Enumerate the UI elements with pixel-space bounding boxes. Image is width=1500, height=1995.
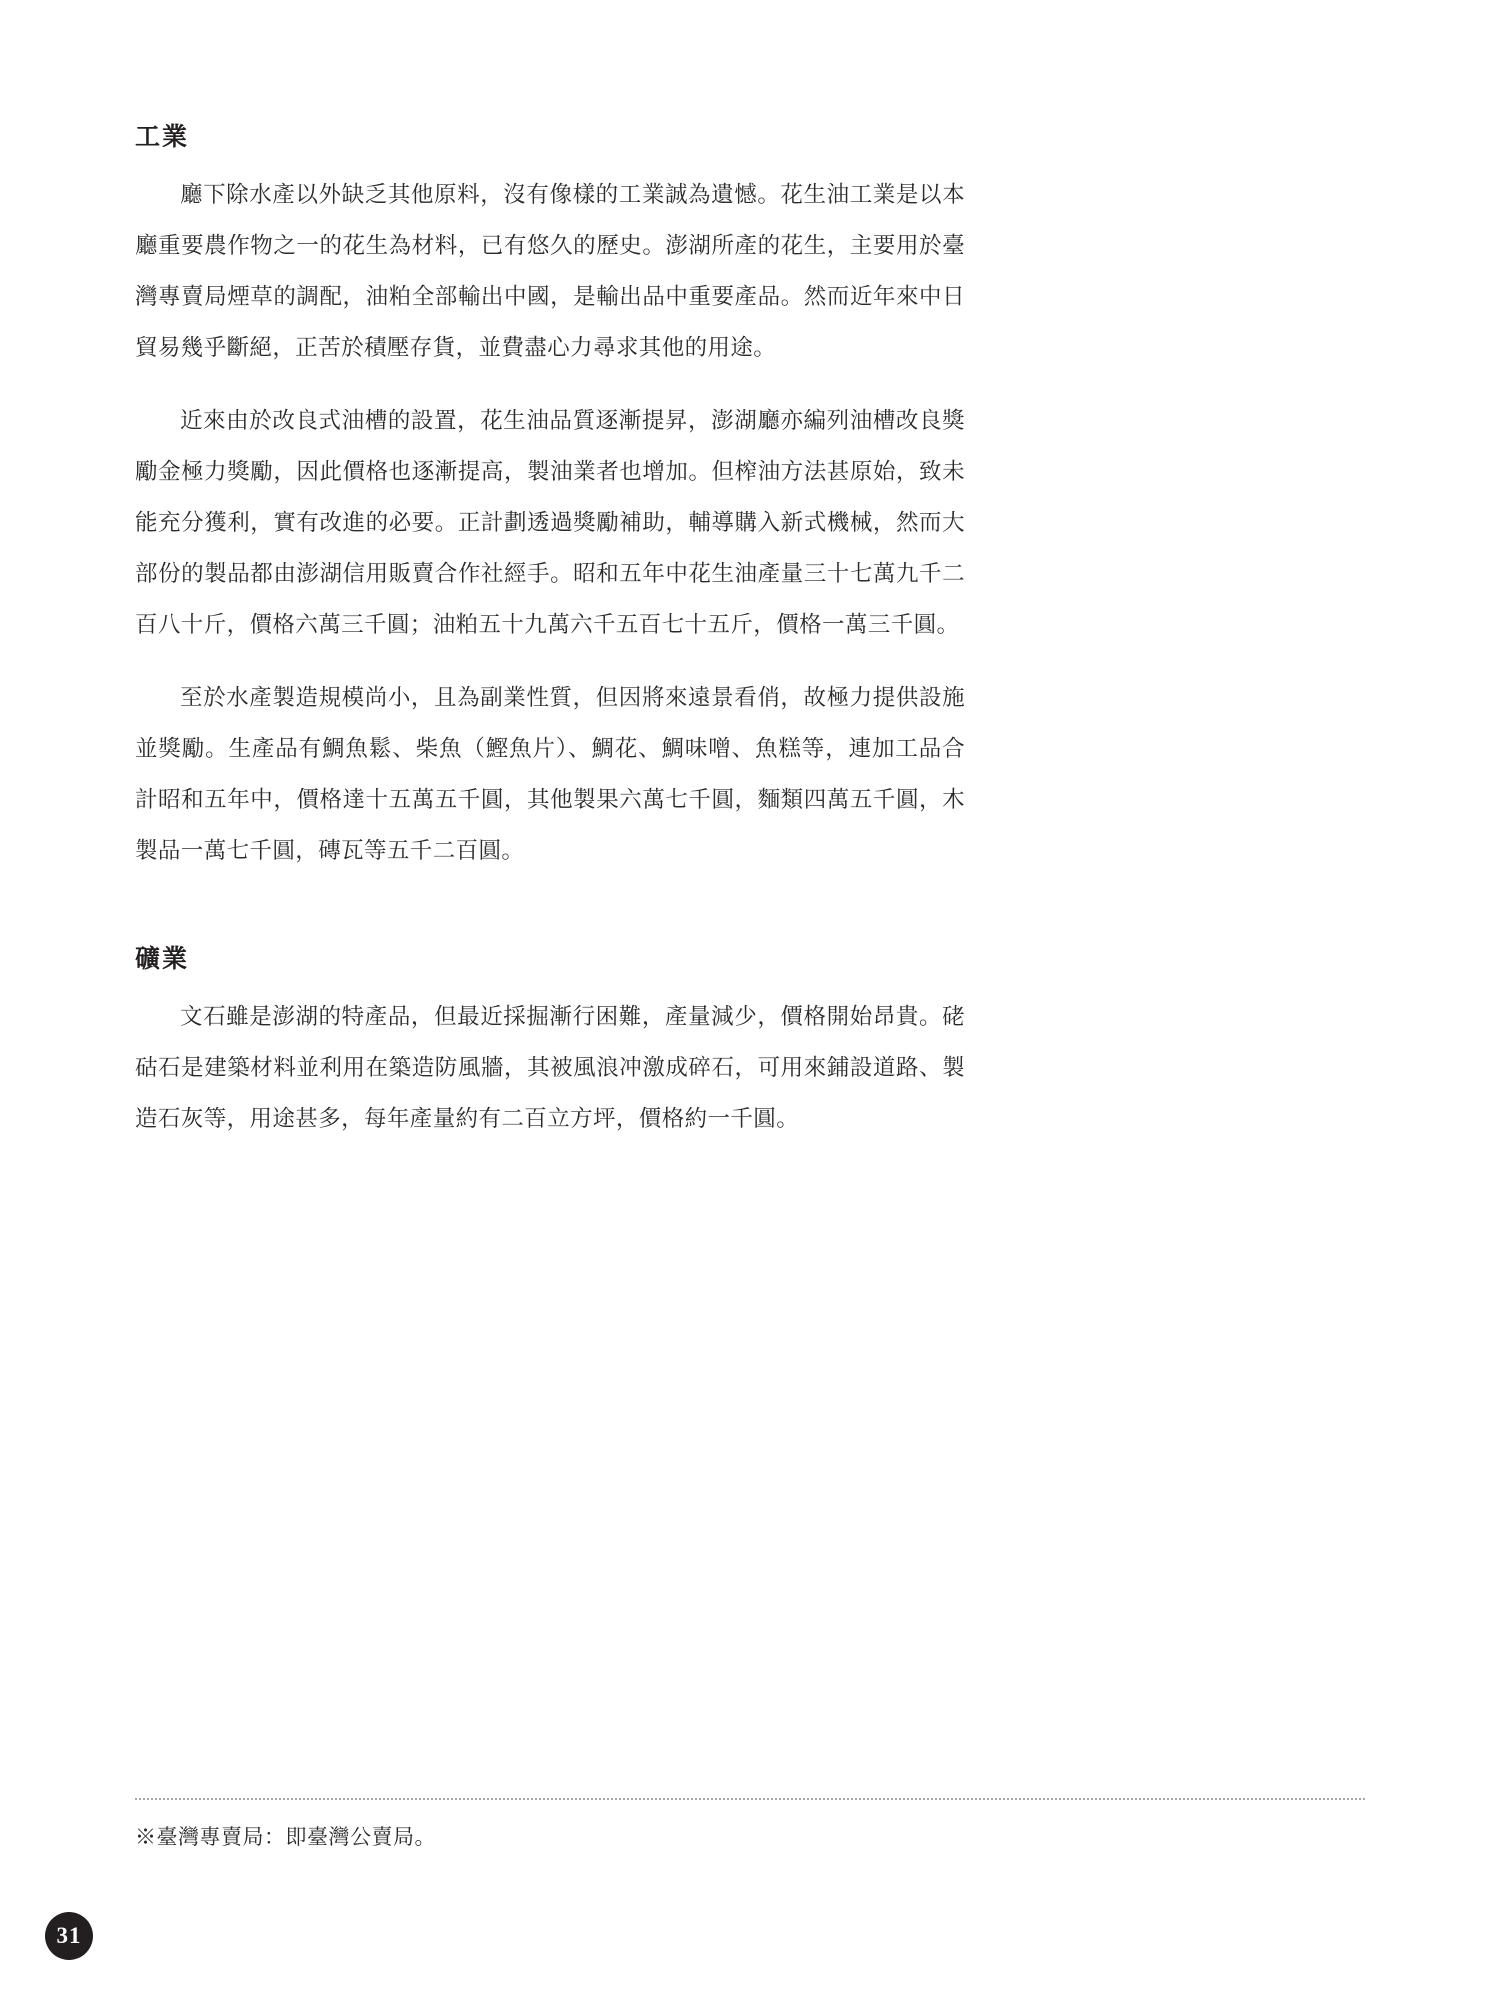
footnote-divider: [135, 1798, 1365, 1800]
paragraph: 文石雖是澎湖的特產品，但最近採掘漸行困難，產量減少，價格開始昂貴。硓𥑮石是建築材料並利用在築造防風牆，其被風浪冲激成碎石，可用來鋪設道路、製造石灰等，用途甚多，每年產量約有二百立方坪，價格約一千圓。: [135, 1004, 965, 1131]
footnote-text: ※臺灣專賣局：即臺灣公賣局。: [135, 1826, 436, 1849]
paragraph: 廳下除水產以外缺乏其他原料，沒有像樣的工業誠為遺憾。花生油工業是以本廳重要農作物之一的花生為材料，已有悠久的歷史。澎湖所產的花生，主要用於臺灣專賣局煙草的調配，油粕全部輸出中國，是輸出品中重要產品。然而近年來中日貿易幾乎斷絕，正苦於積壓存貨，並費盡心力尋求其他的用途。: [135, 182, 965, 360]
section-heading-industry: 工業: [135, 124, 190, 151]
page-number-badge: 31: [45, 1912, 93, 1960]
section-heading-mining: 礦業: [135, 946, 190, 973]
paragraph: 至於水產製造規模尚小，且為副業性質，但因將來遠景看俏，故極力提供設施並獎勵。生產品有鯛魚鬆、柴魚（鰹魚片）、鯛花、鯛味噌、魚糕等，連加工品合計昭和五年中，價格達十五萬五千圓，其他製果六萬七千圓，麵類四萬五千圓，木製品一萬七千圓，磚瓦等五千二百圓。: [135, 685, 965, 863]
paragraph: 近來由於改良式油槽的設置，花生油品質逐漸提昇，澎湖廳亦編列油槽改良獎勵金極力獎勵，因此價格也逐漸提高，製油業者也增加。但榨油方法甚原始，致未能充分獲利，實有改進的必要。正計劃透過獎勵補助，輔導購入新式機械，然而大部份的製品都由澎湖信用販賣合作社經手。昭和五年中花生油產量三十七萬九千二百八十斤，價格六萬三千圓；油粕五十九萬六千五百七十五斤，價格一萬三千圓。: [135, 408, 965, 637]
page-content: [135, 120, 965, 1144]
